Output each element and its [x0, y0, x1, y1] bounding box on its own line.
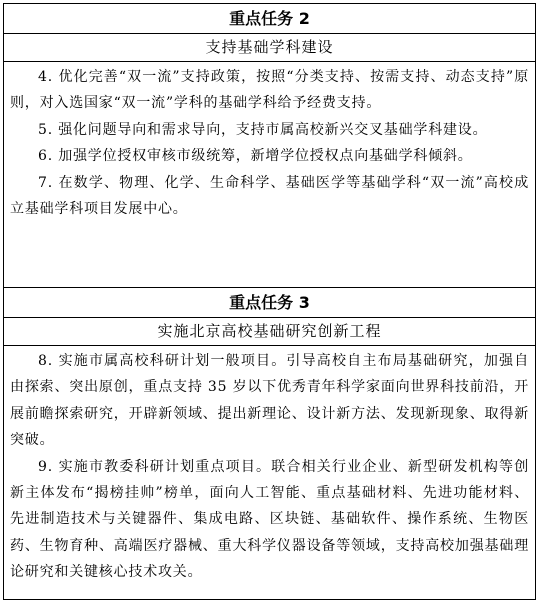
task-2-item-4: 4. 优化完善“双一流”支持政策，按照“分类支持、按需支持、动态支持”原则，对入选国家“双一流”学科的基础学科给予经费支持。 [10, 69, 529, 112]
task-2-item-7: 7. 在数学、物理、化学、生命科学、基础医学等基础学科“双一流”高校成立基础学科项目发展中心。 [10, 174, 529, 218]
task-3-subtitle: 实施北京高校基础研究创新工程 [4, 318, 535, 346]
task-2-item-6: 6. 加强学位授权审核市级统筹，新增学位授权点向基础学科倾斜。 [38, 148, 473, 165]
task-3-item-8: 8. 实施市属高校科研计划一般项目。引导高校自主布局基础研究，加强自由探索、突出原创，重点支持 35 岁以下优秀青年科学家面向世界科技前沿，开展前瞻探索研究，开辟新领域、提出新理论、设计新方法、发现新现象、取得新突破。 [10, 353, 529, 449]
task-3-item-9: 9. 实施市教委科研计划重点项目。联合相关行业企业、新型研发机构等创新主体发布“揭榜挂帅”榜单，面向人工智能、重点基础材料、先进功能材料、先进制造技术与关键器件、集成电路、区块链、基础软件、操作系统、生物医药、生物育种、高端医疗器械、重大科学仪器设备等领域，支持高校加强基础理论研究和关键核心技术攻关。 [10, 458, 529, 581]
task-3-title: 重点任务 3 [4, 288, 535, 318]
task-2-title: 重点任务 2 [4, 4, 535, 34]
task-2-content [4, 62, 535, 288]
task-2-subtitle: 支持基础学科建设 [4, 34, 535, 62]
task-2-item-5: 5. 强化问题导向和需求导向，支持市属高校新兴交叉基础学科建设。 [38, 121, 488, 138]
task-3-content [4, 346, 535, 599]
document-table [3, 3, 536, 600]
